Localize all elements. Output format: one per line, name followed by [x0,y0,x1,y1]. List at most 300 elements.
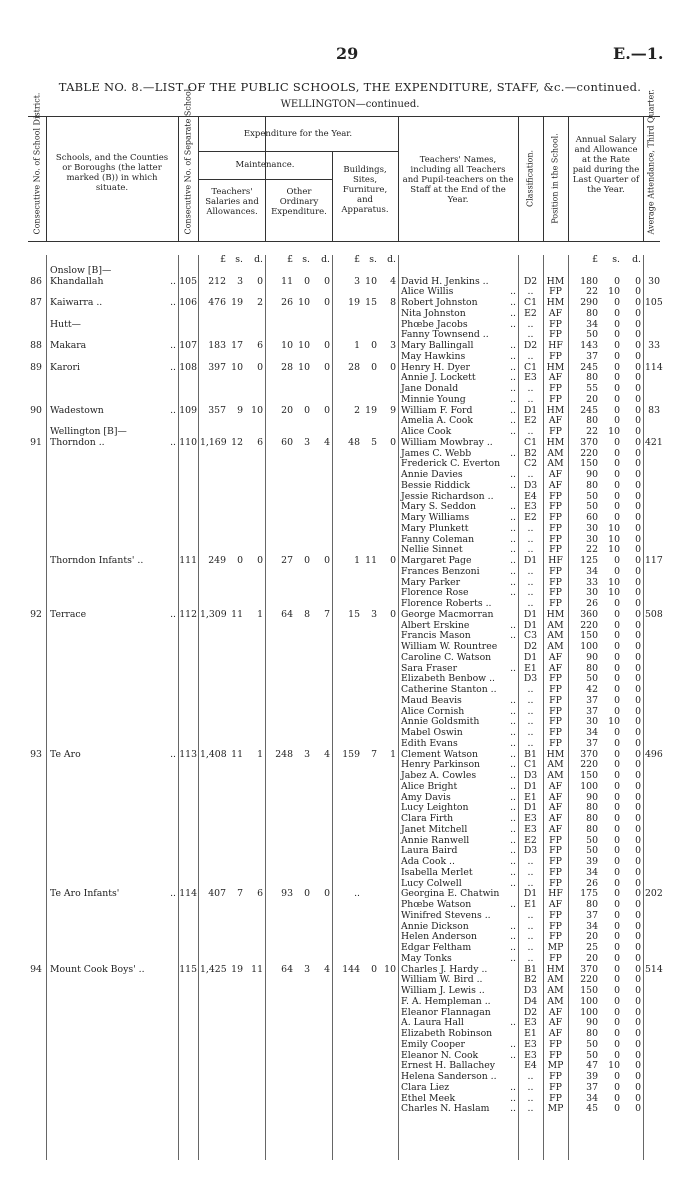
classification: .. [527,426,534,437]
salary-shillings: 0 [614,458,620,470]
district-number: 88 [30,340,42,351]
teacher-name-leader: .. [510,802,516,814]
salary-pounds: 245 [580,404,598,416]
teacher-name-leader: .. [510,372,516,384]
classification: C1 [523,436,538,448]
teacher-name: William F. Ford [401,404,473,416]
salary-pence: 0 [635,576,641,588]
teacher-name-leader: .. [510,705,516,717]
teacher-name: Clara Firth [401,813,454,824]
teacher-name: Clement Watson [401,748,478,760]
classification: .. [527,350,534,362]
table-row [28,297,663,309]
position: FP [549,866,562,878]
buildings-shillings: 0 [371,361,377,373]
salary-pence: 0 [635,641,641,652]
table-row [28,361,663,374]
table-body [28,254,663,1160]
salary-shillings: 0 [614,490,620,502]
salaries-pence: 6 [257,340,263,351]
table-row [28,932,660,943]
salary-shillings: 0 [614,340,620,351]
teacher-name-leader: .. [510,1103,516,1115]
salary-shillings: 0 [614,1006,620,1018]
attendance: 421 [645,436,663,448]
position: AF [548,802,563,814]
table-row [28,1040,660,1051]
position: AF [548,791,563,803]
table-row [28,266,660,277]
classification: C2 [523,458,538,470]
position: AM [547,974,564,986]
teacher-name-leader: .. [510,1081,516,1093]
salaries-pence: 10 [251,404,263,416]
school-name: Khandallah [50,275,104,287]
salary-pence: 0 [635,426,641,437]
school-name: Makara [50,340,87,351]
teacher-name: Annie Dickson [401,920,469,932]
table-row [28,963,663,976]
other-pounds: 11 [281,275,293,287]
other-pence: 0 [324,340,330,351]
page-number: 29 [336,44,359,63]
teacher-name: Amy Davis [401,791,451,803]
salaries-shillings: 0 [237,555,243,566]
classification: .. [527,286,534,298]
teacher-name: Catherine Stanton .. [401,684,497,695]
teacher-name-leader: .. [510,780,516,792]
table-row [28,287,660,298]
salary-shillings: 0 [614,931,620,943]
salary-pence: 0 [635,974,641,986]
salary-shillings: 0 [614,694,620,706]
other-pounds: 64 [281,963,293,975]
salary-pence: 0 [635,598,641,609]
salary-pounds: 50 [586,1049,598,1061]
salary-pounds: 100 [580,1006,598,1018]
salary-pence: 0 [635,942,641,953]
salary-pence: 0 [635,565,641,577]
table-row [28,513,660,524]
buildings-pounds: £ [354,254,360,265]
salary-pence: 0 [635,856,641,867]
classification: .. [527,877,534,889]
salary-pence: 0 [635,748,641,760]
classification: D1 [523,608,538,620]
other-pence: 4 [324,963,330,975]
table-row [28,814,660,825]
salary-pounds: 20 [586,952,598,964]
classification: .. [527,952,534,964]
district-number: 92 [30,608,42,620]
salary-shillings: 0 [614,684,620,695]
salary-pence: 0 [635,673,641,685]
teacher-name-leader: .. [510,415,516,427]
table-row [28,1094,660,1105]
teacher-name: Mabel Oswin [401,727,463,738]
district-number: 90 [30,404,42,416]
position: HM [546,608,565,620]
position: FP [549,383,562,394]
table-row [28,459,660,470]
salary-pence: 0 [635,1081,641,1093]
position: FP [549,522,562,534]
salary-pounds: 80 [586,802,598,814]
table-row [28,481,660,492]
salary-pounds: 55 [586,383,598,394]
other-pounds: 27 [281,555,293,566]
salaries-pounds: 183 [208,340,226,351]
salary-pounds: 100 [580,995,598,1007]
teacher-name-leader: .. [510,1038,516,1050]
salary-pounds: 220 [580,974,598,986]
salary-shillings: 0 [614,307,620,319]
table-row [28,771,660,782]
buildings-pence: 4 [390,275,396,287]
position: HM [546,275,565,287]
salaries-pounds: 357 [208,404,226,416]
salary-pence: 0 [635,501,641,513]
district-number: 91 [30,436,42,448]
classification: D3 [523,770,538,781]
school-name: Wellington [B]— [50,426,127,437]
salaries-pounds: 212 [208,275,226,287]
other-shillings: 0 [304,555,310,566]
salary-pence: 0 [635,909,641,921]
salary-pence: 0 [635,329,641,341]
salary-pence: 0 [635,995,641,1007]
school-name: Thorndon Infants' .. [50,555,144,566]
teacher-name: Annie Davies [401,469,463,480]
classification: B2 [524,447,537,459]
salary-shillings: 10 [608,286,620,298]
salary-pounds: 42 [586,684,598,695]
classification: C3 [523,630,538,642]
teacher-name: F. A. Hempleman .. [401,995,491,1007]
salaries-shillings: 11 [231,748,243,760]
salary-pounds: 25 [586,942,598,953]
classification: .. [527,576,534,588]
teacher-name: Lucy Leighton [401,802,469,814]
salaries-pence: 11 [251,963,263,975]
classification: .. [527,909,534,921]
salary-shillings: 10 [608,576,620,588]
position: MP [547,1103,564,1115]
teacher-name-leader: .. [510,1017,516,1029]
teacher-name: Jane Donald [401,383,459,394]
salaries-shillings: 19 [231,297,243,308]
other-pence: 7 [324,608,330,620]
teacher-name: William W. Rountree [401,641,498,652]
salary-shillings: 0 [614,759,620,771]
classification: .. [527,565,534,577]
attendance: 33 [648,340,660,351]
classification: E2 [524,307,537,319]
teacher-name: Henry H. Dyer [401,361,470,373]
table-row [28,255,660,266]
salary-pence: 0 [635,318,641,330]
classification: C1 [523,361,538,373]
salary-pence: 0 [635,383,641,394]
classification: .. [527,522,534,534]
salaries-shillings: 3 [237,275,243,287]
teacher-name: Fanny Coleman [401,533,475,545]
position: AM [547,458,564,470]
salary-shillings: 0 [614,877,620,889]
salary-pounds: 90 [586,1017,598,1029]
position: HM [546,436,565,448]
classification: E1 [524,791,537,803]
header-position: Position in the School. [550,133,560,224]
position: HM [546,963,565,975]
teacher-name-leader: .. [510,340,516,351]
other-pence: 0 [324,888,330,900]
classification: D3 [523,673,538,685]
buildings-shillings: 0 [371,963,377,975]
other-shillings: 10 [298,297,310,308]
salaries-shillings: 11 [231,608,243,620]
salary-pounds: 220 [580,447,598,459]
teacher-name-leader: .. [510,899,516,910]
other-pounds: 248 [275,748,293,760]
table-row [28,748,663,761]
teacher-name-leader: .. [510,694,516,706]
buildings-pence: 9 [390,404,396,416]
table-row [28,1018,660,1029]
table-row [28,739,660,750]
classification: E3 [524,1038,537,1050]
salary-shillings: 0 [614,383,620,394]
salary-pence: 0 [635,533,641,545]
teacher-name-leader: .. [510,1049,516,1061]
teacher-name-leader: .. [510,630,516,642]
position: AM [547,985,564,996]
teacher-name: Annie J. Lockett [401,372,476,384]
salary-shillings: 0 [614,963,620,975]
position: FP [549,705,562,717]
position: FP [549,1071,562,1082]
teacher-name: Nita Johnston [401,307,466,319]
attendance: 83 [648,404,660,416]
salary-shillings: 0 [614,372,620,384]
salaries-pounds: 249 [208,555,226,566]
buildings-shillings: 11 [365,555,377,566]
salary-pounds: 37 [586,909,598,921]
position: FP [549,909,562,921]
table-row [28,1061,660,1072]
district-number: 87 [30,297,42,308]
salary-pence: 0 [635,716,641,728]
other-shillings: 8 [304,608,310,620]
buildings-pounds: 1 [354,340,360,351]
table-row [28,1029,660,1040]
district-subtitle: WELLINGTON—continued. [280,99,420,110]
position: AF [548,813,563,824]
school-number: 106 [179,297,197,308]
table-row [28,825,660,836]
table-row [28,642,660,653]
salary-pounds: 370 [580,748,598,760]
salary-shillings: 0 [614,598,620,609]
salaries-pounds: 407 [208,888,226,900]
classification: .. [527,727,534,738]
salary-pounds: 90 [586,651,598,663]
salary-shillings: 0 [614,866,620,878]
position: FP [549,834,562,846]
salary-pounds: 37 [586,705,598,717]
teacher-name: Jessie Richardson .. [401,490,494,502]
salary-pence: 0 [635,619,641,631]
teacher-name: Alice Cook [401,426,452,437]
table-row [28,717,660,728]
buildings-pence: 0 [390,555,396,566]
salary-pounds: 50 [586,501,598,513]
teacher-name: Phœbe Jacobs [401,318,468,330]
salary-pounds: 80 [586,415,598,427]
teacher-name: Charles J. Hardy .. [401,963,488,975]
salary-shillings: 10 [608,716,620,728]
teacher-name-leader: .. [510,426,516,437]
salary-pence: 0 [635,544,641,556]
salary-pence: d. [632,254,641,265]
position: AF [548,1017,563,1029]
teacher-name: Helen Anderson [401,931,477,943]
classification: D1 [523,888,538,900]
teacher-name-leader: .. [510,350,516,362]
teacher-name: David H. Jenkins .. [401,275,489,287]
school-name-leader: .. [170,404,176,416]
table-row [28,836,660,847]
buildings-shillings: 19 [365,404,377,416]
position: FP [549,576,562,588]
salary-pounds: 39 [586,1071,598,1082]
salary-shillings: 0 [614,985,620,996]
salary-pounds: 50 [586,834,598,846]
teacher-name: Jabez A. Cowles [401,770,477,781]
classification: .. [527,383,534,394]
salary-shillings: 0 [614,393,620,405]
teacher-name-leader: .. [510,404,516,416]
teacher-name-leader: .. [510,662,516,674]
salary-pence: 0 [635,415,641,427]
salary-shillings: 0 [614,920,620,932]
salary-pence: 0 [635,694,641,706]
teacher-name: Elizabeth Benbow .. [401,673,495,685]
buildings-pence: 10 [384,963,396,975]
salary-pence: 0 [635,866,641,878]
classification: D1 [523,651,538,663]
school-number: 115 [179,963,197,975]
position: FP [549,1049,562,1061]
table-row [28,309,660,320]
salary-pounds: 22 [586,286,598,298]
salary-shillings: 0 [614,727,620,738]
buildings-pounds: 159 [342,748,360,760]
salary-pence: 0 [635,899,641,910]
salary-shillings: 0 [614,834,620,846]
teacher-name: Elizabeth Robinson [401,1028,493,1039]
teacher-name: Frederick C. Everton [401,458,501,470]
salary-pence: 0 [635,985,641,996]
teacher-name-leader: .. [510,748,516,760]
position: AF [548,1028,563,1039]
district-number: 89 [30,361,42,373]
salary-shillings: 0 [614,974,620,986]
classification: E1 [524,662,537,674]
salary-pounds: 175 [580,888,598,900]
salary-shillings: 0 [614,651,620,663]
salary-pence: 0 [635,651,641,663]
salary-pounds: 37 [586,737,598,749]
table-row [28,277,660,288]
other-pounds: 10 [281,340,293,351]
classification: .. [527,737,534,749]
salary-shillings: 0 [614,856,620,867]
table-row [28,888,663,900]
teacher-name: Winifred Stevens .. [401,909,491,921]
school-name-leader: .. [170,297,176,308]
salaries-pence: 1 [257,608,263,620]
salary-shillings: 0 [614,909,620,921]
table-row [28,555,663,567]
table-row [28,782,660,793]
teacher-name-leader: .. [510,383,516,394]
teacher-name: Lucy Colwell [401,877,462,889]
teacher-name-leader: .. [510,318,516,330]
attendance: 105 [645,297,663,308]
salaries-shillings: s. [235,254,243,265]
salary-pounds: 220 [580,619,598,631]
salary-shillings: 0 [614,673,620,685]
table-row [28,436,663,449]
buildings-shillings: s. [369,254,377,265]
classification: E2 [524,512,537,523]
salary-shillings: 0 [614,1092,620,1104]
salary-pounds: 50 [586,490,598,502]
teacher-name: Henry Parkinson [401,759,481,771]
salary-pence: 0 [635,286,641,298]
classification: D3 [523,479,538,491]
teacher-name: Amelia A. Cook [401,415,474,427]
salary-pence: 0 [635,297,641,308]
teacher-name: Bessie Riddick [401,479,470,491]
salary-pounds: 370 [580,963,598,975]
table-row [28,954,660,965]
classification: E1 [524,899,537,910]
salary-shillings: 0 [614,899,620,910]
salary-pence: 0 [635,727,641,738]
salary-pounds: 125 [580,555,598,566]
other-shillings: 10 [298,361,310,373]
salaries-shillings: 17 [231,340,243,351]
position: FP [549,501,562,513]
classification: E1 [524,1028,537,1039]
teacher-name: Francis Mason [401,630,471,642]
salary-shillings: 0 [614,1038,620,1050]
attendance: 496 [645,748,663,760]
teacher-name-leader: .. [510,877,516,889]
teacher-name: Janet Mitchell [401,823,468,835]
salary-pence: 0 [635,490,641,502]
classification: D2 [523,1006,538,1018]
header-salary: Annual Salary and Allowance at the Rate paid during the Last Quarter of the Year. [572,135,640,195]
position: HF [548,888,563,900]
teacher-name: William Mowbray .. [401,436,493,448]
salary-pounds: 34 [586,920,598,932]
other-shillings: 3 [304,963,310,975]
teacher-name: Florence Roberts .. [401,598,492,609]
salary-pounds: 20 [586,393,598,405]
